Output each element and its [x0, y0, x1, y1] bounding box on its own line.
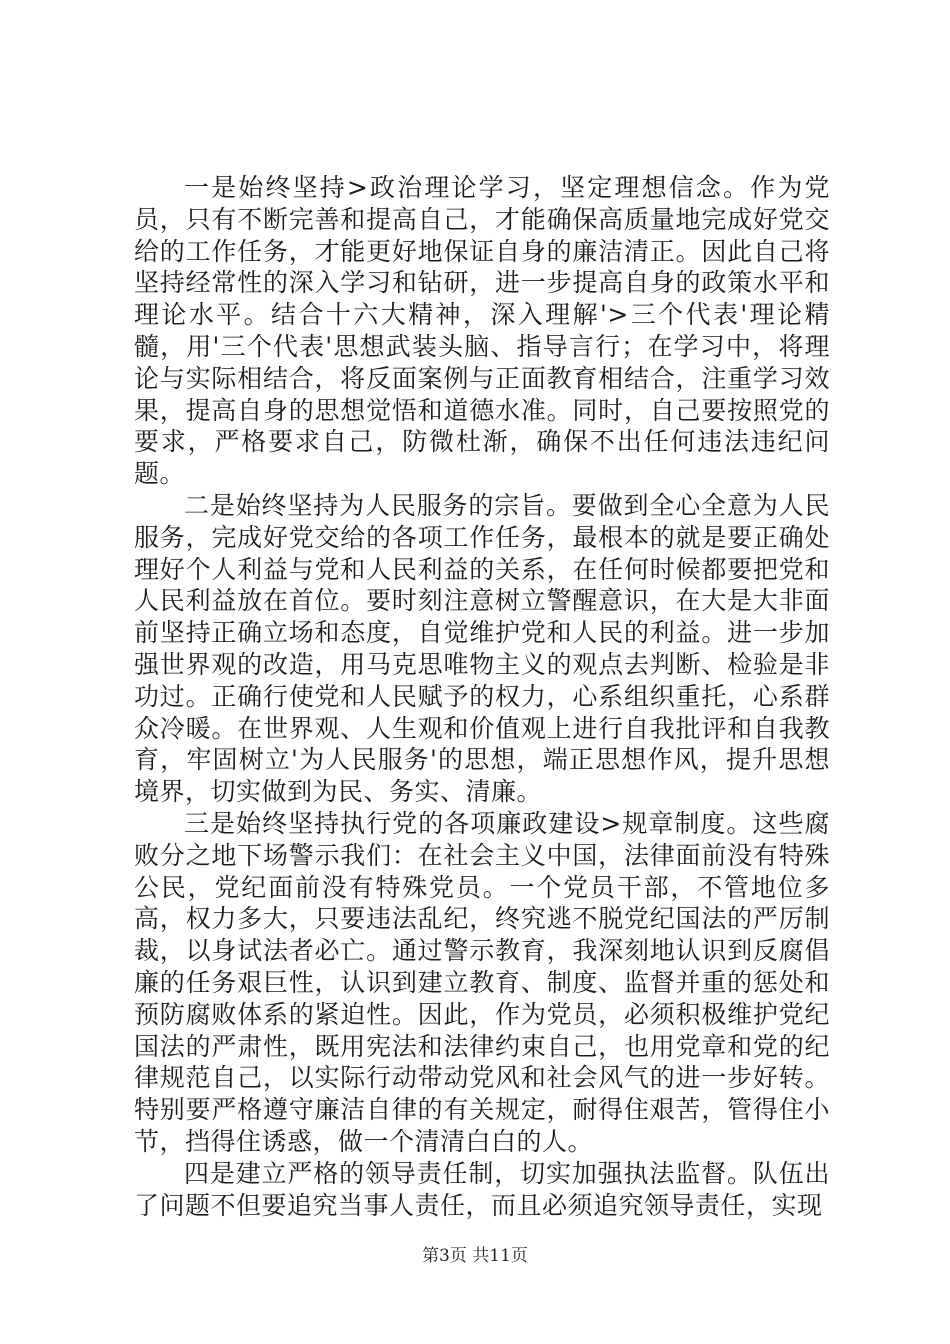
paragraph-4: 四是建立严格的领导责任制，切实加强执法监督。队伍出了问题不但要追究当事人责任，而且必须追究领导责任，实现 — [134, 1158, 830, 1220]
paragraph-1: 一是始终坚持>政治理论学习，坚定理想信念。作为党员，只有不断完善和提高自己，才能确保高质量地完成好党交给的工作任务，才能更好地保证自身的廉洁清正。因此自己将坚持经常性的深入学习和钻研，进一步提高自身的政策水平和理论水平。结合十六大精神，深入理解'>三个代表'理论精髓，用'三个代表'思想武装头脑、指导言行；在学习中，将理论与实际相结合，将反面案例与正面教育相结合，注重学习效果，提高自身的思想觉悟和道德水准。同时，自己要按照党的要求，严格要求自己，防微杜渐，确保不出任何违法违纪问题。 — [134, 173, 830, 489]
paragraph-2: 二是始终坚持为人民服务的宗旨。要做到全心全意为人民服务，完成好党交给的各项工作任务，最根本的就是要正确处理好个人利益与党和人民利益的关系，在任何时候都要把党和人民利益放在首位。要时刻注意树立警醒意识，在大是大非面前坚持正确立场和态度，自觉维护党和人民的利益。进一步加强世界观的改造，用马克思唯物主义的观点去判断、检验是非功过。正确行使党和人民赋予的权力，心系组织重托，心系群众冷暖。在世界观、人生观和价值观上进行自我批评和自我教育，牢固树立'为人民服务'的思想，端正思想作风，提升思想境界，切实做到为民、务实、清廉。 — [134, 490, 830, 807]
page-number-label: 第3页 共11页 — [422, 1246, 528, 1266]
paragraph-3: 三是始终坚持执行党的各项廉政建设>规章制度。这些腐败分之地下场警示我们：在社会主义中国，法律面前没有特殊公民，党纪面前没有特殊党员。一个党员干部，不管地位多高，权力多大，只要违法乱纪，终究逃不脱党纪国法的严厉制裁，以身试法者必亡。通过警示教育，我深刻地认识到反腐倡廉的任务艰巨性，认识到建立教育、制度、监督并重的惩处和预防腐败体系的紧迫性。因此，作为党员，必须积极维护党纪国法的严肃性，既用宪法和法律约束自己，也用党章和党的纪律规范自己，以实际行动带动党风和社会风气的进一步好转。特别要严格遵守廉洁自律的有关规定，耐得住艰苦，管得住小节，挡得住诱惑，做一个清清白白的人。 — [134, 808, 830, 1156]
body-text — [134, 172, 830, 1221]
page-footer — [0, 1241, 950, 1266]
